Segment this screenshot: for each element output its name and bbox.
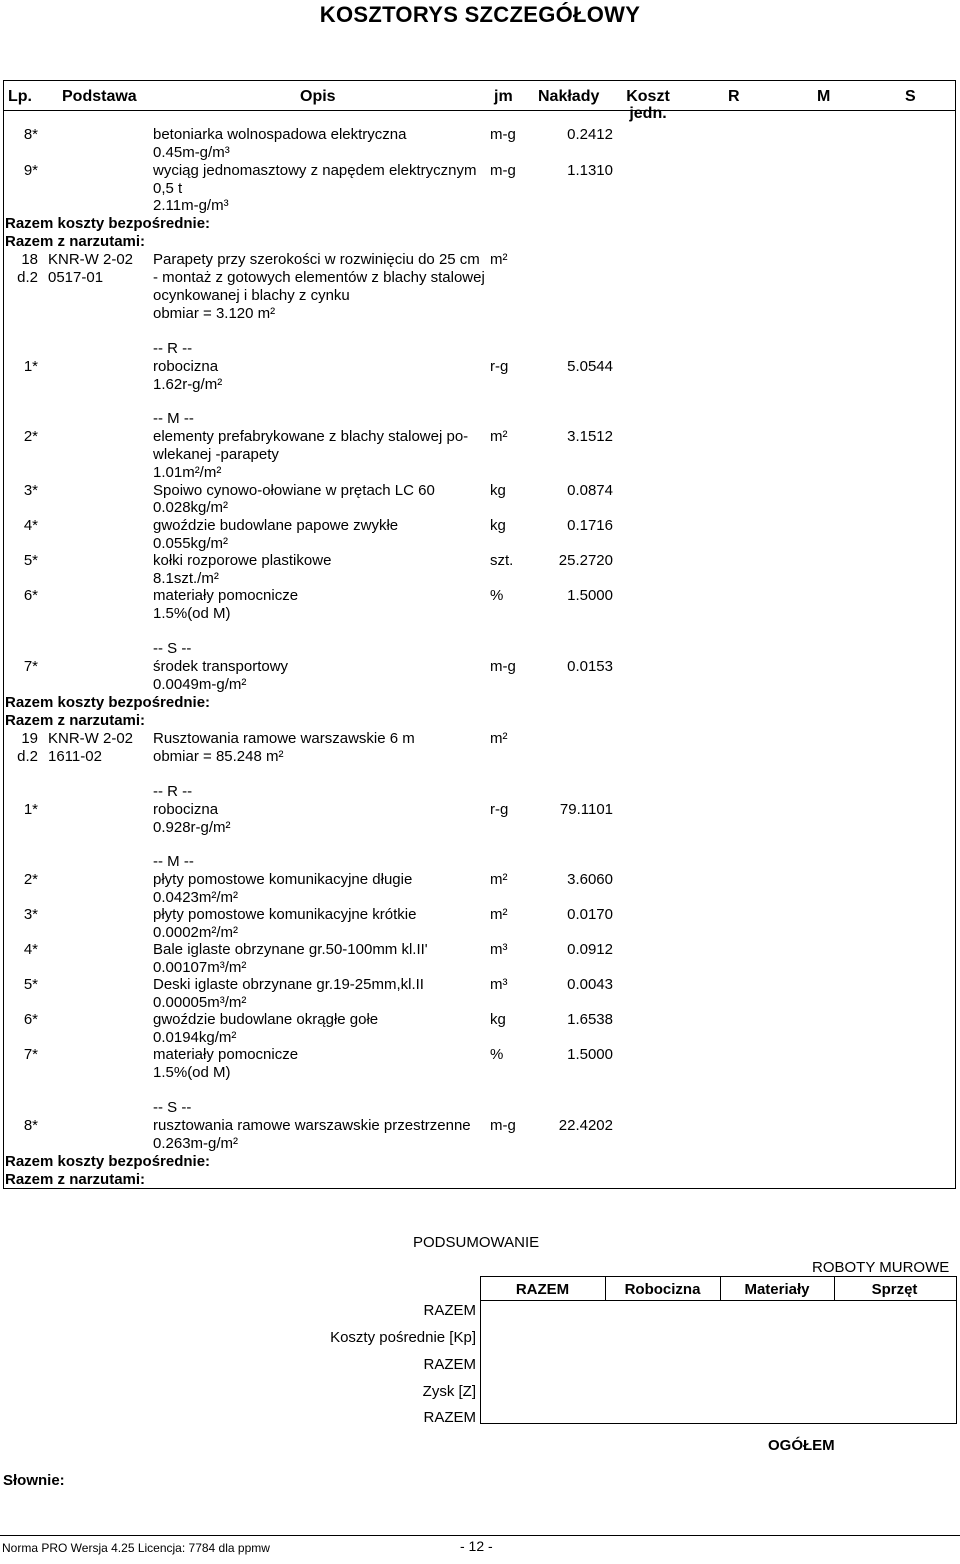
row-opis: 0.45m-g/m³ — [153, 144, 230, 161]
row-opis: 0.028kg/m² — [153, 499, 229, 516]
row-jm: m² — [490, 251, 508, 268]
row-lp: 1* — [23, 358, 38, 375]
row-podstawa: KNR-W 2-02 — [48, 730, 134, 747]
row-lp: 3* — [23, 906, 38, 923]
row-jm: m³ — [490, 976, 508, 993]
row-opis: 0,5 t — [153, 180, 183, 197]
row-opis: -- M -- — [153, 410, 194, 427]
summary-col-razem: RAZEM — [515, 1281, 570, 1298]
row-naklad: 22.4202 — [558, 1117, 613, 1134]
row-naklad: 1.5000 — [567, 1046, 613, 1063]
row-opis: 1.01m²/m² — [153, 464, 222, 481]
razem-label: Razem koszty bezpośrednie: — [5, 694, 211, 711]
row-opis: 0.0049m-g/m² — [153, 676, 247, 693]
summary-title: PODSUMOWANIE — [413, 1234, 540, 1251]
row-opis: środek transportowy — [153, 658, 289, 675]
row-lp: 9* — [23, 162, 38, 179]
row-lp-sub: d.2 — [17, 269, 38, 286]
row-jm: kg — [490, 482, 506, 499]
row-jm: kg — [490, 517, 506, 534]
row-opis: 0.263m-g/m² — [153, 1135, 239, 1152]
row-naklad: 79.1101 — [559, 801, 613, 818]
row-lp: 19 — [21, 730, 38, 747]
row-podstawa: KNR-W 2-02 — [48, 251, 134, 268]
row-opis: wyciąg jednomasztowy z napędem elektrycznym — [153, 162, 477, 179]
row-jm: m-g — [490, 162, 516, 179]
row-lp: 8* — [23, 1117, 38, 1134]
header-koszt-label: Koszt — [626, 88, 670, 105]
footer-page-number: - 12 - — [460, 1538, 493, 1554]
summary-label-razem-3: RAZEM — [423, 1409, 476, 1426]
row-opis: kołki rozporowe plastikowe — [153, 552, 332, 569]
footer-license: Norma PRO Wersja 4.25 Licencja: 7784 dla ppmw — [2, 1541, 270, 1555]
summary-label-koszty-posrednie: Koszty pośrednie [Kp] — [330, 1329, 476, 1346]
razem-label: Razem koszty bezpośrednie: — [5, 1153, 211, 1170]
row-podstawa-sub: 0517-01 — [48, 269, 104, 286]
row-jm: % — [490, 1046, 504, 1063]
row-opis: gwoździe budowlane papowe zwykłe — [153, 517, 399, 534]
row-opis: 0.928r-g/m² — [153, 819, 231, 836]
row-naklad: 1.5000 — [567, 587, 613, 604]
row-lp-sub: d.2 — [17, 748, 38, 765]
razem-label: Razem z narzutami: — [5, 712, 146, 729]
row-opis: 0.00107m³/m² — [153, 959, 247, 976]
row-opis: wlekanej -parapety — [153, 446, 279, 463]
summary-header-divider — [480, 1300, 956, 1301]
row-naklad: 0.1716 — [567, 517, 613, 534]
row-jm: m² — [490, 428, 508, 445]
row-opis: gwoździe budowlane okrągłe gołe — [153, 1011, 379, 1028]
header-podstawa: Podstawa — [62, 88, 137, 105]
row-jm: r-g — [490, 801, 509, 818]
razem-label: Razem z narzutami: — [5, 233, 146, 250]
row-opis: Parapety przy szerokości w rozwinięciu do 25 cm — [153, 251, 480, 268]
row-opis: 0.00005m³/m² — [153, 994, 247, 1011]
row-opis: 2.11m-g/m³ — [153, 197, 229, 214]
row-jm: r-g — [490, 358, 509, 375]
row-opis: obmiar = 3.120 m² — [153, 305, 276, 322]
row-opis: Rusztowania ramowe warszawskie 6 m — [153, 730, 415, 747]
row-jm: m-g — [490, 658, 516, 675]
row-lp: 7* — [23, 1046, 38, 1063]
row-opis: -- R -- — [153, 783, 193, 800]
row-opis: płyty pomostowe komunikacyjne krótkie — [153, 906, 417, 923]
row-opis: -- R -- — [153, 340, 193, 357]
summary-col-robocizna: Robocizna — [624, 1281, 701, 1298]
row-jm: % — [490, 587, 504, 604]
row-podstawa-sub: 1611-02 — [48, 748, 102, 765]
slownie-label: Słownie: — [3, 1472, 65, 1489]
summary-label-razem-2: RAZEM — [423, 1356, 476, 1373]
row-opis: materiały pomocnicze — [153, 1046, 299, 1063]
row-opis: 1.62r-g/m² — [153, 376, 223, 393]
row-naklad: 0.0874 — [567, 482, 613, 499]
row-opis: płyty pomostowe komunikacyjne długie — [153, 871, 413, 888]
header-divider — [3, 110, 956, 111]
row-opis: materiały pomocnicze — [153, 587, 299, 604]
row-naklad: 3.6060 — [567, 871, 613, 888]
row-naklad: 0.0043 — [567, 976, 613, 993]
row-opis: robocizna — [153, 358, 219, 375]
row-jm: szt. — [490, 552, 514, 569]
row-lp: 5* — [23, 552, 38, 569]
row-lp: 4* — [23, 517, 38, 534]
row-naklad: 0.0153 — [567, 658, 613, 675]
row-opis: 0.0002m²/m² — [153, 924, 239, 941]
row-opis: - montaż z gotowych elementów z blachy stalowej — [153, 269, 485, 286]
row-opis: 1.5%(od M) — [153, 1064, 231, 1081]
row-jm: m² — [490, 871, 508, 888]
row-naklad: 0.0170 — [567, 906, 613, 923]
header-koszt-jedn: jedn. — [629, 105, 667, 122]
row-lp: 8* — [23, 126, 38, 143]
row-naklad: 0.2412 — [567, 126, 613, 143]
row-jm: m-g — [490, 126, 516, 143]
row-jm: m² — [490, 906, 508, 923]
row-lp: 6* — [23, 1011, 38, 1028]
row-opis: 8.1szt./m² — [153, 570, 219, 587]
row-opis: 1.5%(od M) — [153, 605, 231, 622]
cost-table-frame — [3, 80, 956, 1189]
header-s: S — [905, 88, 916, 105]
row-naklad: 25.2720 — [558, 552, 613, 569]
header-opis: Opis — [300, 88, 336, 105]
header-koszt — [620, 88, 676, 122]
row-lp: 2* — [23, 428, 38, 445]
header-r: R — [728, 88, 740, 105]
summary-label-zysk: Zysk [Z] — [422, 1383, 476, 1400]
razem-label: Razem z narzutami: — [5, 1171, 146, 1188]
row-lp: 1* — [23, 801, 38, 818]
row-opis: obmiar = 85.248 m² — [153, 748, 284, 765]
row-opis: Bale iglaste obrzynane gr.50-100mm kl.II' — [153, 941, 428, 958]
header-m: M — [817, 88, 831, 105]
row-lp: 18 — [21, 251, 38, 268]
summary-table — [480, 1276, 957, 1424]
row-opis: 0.055kg/m² — [153, 535, 229, 552]
row-opis: robocizna — [153, 801, 219, 818]
row-naklad: 0.0912 — [567, 941, 613, 958]
razem-label: Razem koszty bezpośrednie: — [5, 215, 211, 232]
row-lp: 7* — [23, 658, 38, 675]
summary-label-razem-1: RAZEM — [423, 1302, 476, 1319]
summary-col-sprzet: Sprzęt — [871, 1281, 918, 1298]
document-title: KOSZTORYS SZCZEGÓŁOWY — [319, 2, 641, 27]
row-naklad: 3.1512 — [567, 428, 613, 445]
row-naklad: 5.0544 — [567, 358, 613, 375]
summary-ogolem: OGÓŁEM — [768, 1437, 835, 1454]
row-opis: betoniarka wolnospadowa elektryczna — [153, 126, 407, 143]
row-jm: kg — [490, 1011, 506, 1028]
row-lp: 2* — [23, 871, 38, 888]
row-lp: 3* — [23, 482, 38, 499]
row-opis: ocynkowanej i blachy z cynku — [153, 287, 350, 304]
row-lp: 5* — [23, 976, 38, 993]
row-opis: Deski iglaste obrzynane gr.19-25mm,kl.II — [153, 976, 424, 993]
row-lp: 4* — [23, 941, 38, 958]
row-opis: -- S -- — [153, 1099, 192, 1116]
row-opis: 0.0194kg/m² — [153, 1029, 237, 1046]
footer-rule — [0, 1535, 960, 1536]
row-opis: -- S -- — [153, 640, 192, 657]
row-naklad: 1.6538 — [567, 1011, 613, 1028]
header-lp: Lp. — [8, 88, 32, 105]
row-lp: 6* — [23, 587, 38, 604]
row-opis: Spoiwo cynowo-ołowiane w prętach LC 60 — [153, 482, 435, 499]
row-opis: elementy prefabrykowane z blachy stalowej po- — [153, 428, 469, 445]
row-opis: -- M -- — [153, 853, 194, 870]
header-jm: jm — [494, 88, 513, 105]
row-jm: m³ — [490, 941, 508, 958]
summary-subtitle: ROBOTY MUROWE — [812, 1259, 950, 1276]
row-opis: 0.0423m²/m² — [153, 889, 239, 906]
row-jm: m-g — [490, 1117, 516, 1134]
summary-col-materialy: Materiały — [744, 1281, 810, 1298]
row-opis: rusztowania ramowe warszawskie przestrzenne — [153, 1117, 471, 1134]
row-naklad: 1.1310 — [567, 162, 613, 179]
header-naklady: Nakłady — [538, 88, 600, 105]
row-jm: m² — [490, 730, 508, 747]
